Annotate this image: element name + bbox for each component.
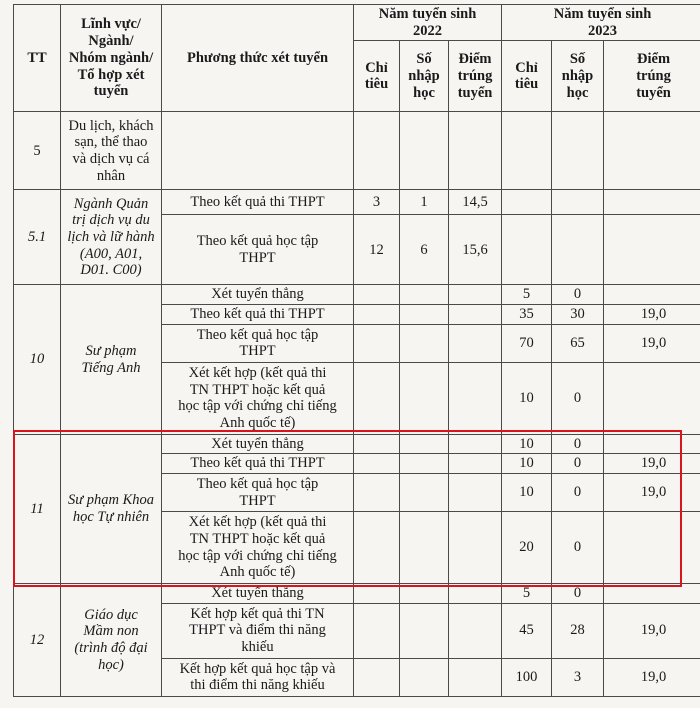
cell-score-2023: 19,0 xyxy=(604,454,700,474)
cell-quota-2022 xyxy=(354,305,400,325)
row-tt: 10 xyxy=(14,285,61,434)
row-tt: 5.1 xyxy=(14,190,61,285)
cell-enrolled-2022 xyxy=(400,285,449,305)
row-field: Ngành Quản trị dịch vụ du lịch và lữ hành (A00, A01, D01. C00) xyxy=(61,190,162,285)
cell-enrolled-2023: 30 xyxy=(552,305,604,325)
row-method: Xét tuyển thẳng xyxy=(162,285,354,305)
cell-quota-2022 xyxy=(354,324,400,362)
cell-enrolled-2022: 6 xyxy=(400,215,449,285)
header-score-2023: Điểm trúng tuyển xyxy=(604,41,700,112)
cell-enrolled-2023 xyxy=(552,215,604,285)
cell-enrolled-2022 xyxy=(400,512,449,584)
cell-enrolled-2022 xyxy=(400,584,449,604)
cell-quota-2022 xyxy=(354,584,400,604)
header-method: Phương thức xét tuyển xyxy=(162,5,354,112)
row-method: Xét tuyển thẳng xyxy=(162,584,354,604)
header-quota-2023: Chỉ tiêu xyxy=(502,41,552,112)
cell-score-2023 xyxy=(604,285,700,305)
header-enrolled-2023: Số nhập học xyxy=(552,41,604,112)
row-method: Xét kết hợp (kết quả thi TN THPT hoặc kết quả học tập với chứng chỉ tiếng Anh quốc tế) xyxy=(162,512,354,584)
cell-quota-2022: 12 xyxy=(354,215,400,285)
row-field: Sư phạm Khoa học Tự nhiên xyxy=(61,434,162,583)
cell-enrolled-2023: 0 xyxy=(552,454,604,474)
cell-quota-2023 xyxy=(502,112,552,190)
cell-enrolled-2023 xyxy=(552,112,604,190)
cell-quota-2023: 20 xyxy=(502,512,552,584)
cell-quota-2022 xyxy=(354,285,400,305)
cell-quota-2023: 70 xyxy=(502,324,552,362)
cell-quota-2023: 5 xyxy=(502,584,552,604)
cell-enrolled-2022: 1 xyxy=(400,190,449,215)
cell-enrolled-2023 xyxy=(552,190,604,215)
row-method: Theo kết quả học tập THPT xyxy=(162,474,354,512)
row-method: Theo kết quả thi THPT xyxy=(162,190,354,215)
cell-enrolled-2023: 65 xyxy=(552,324,604,362)
cell-score-2023: 19,0 xyxy=(604,474,700,512)
admission-table xyxy=(13,4,700,697)
cell-quota-2022: 3 xyxy=(354,190,400,215)
header-field: Lĩnh vực/ Ngành/ Nhóm ngành/ Tổ hợp xét tuyển xyxy=(61,5,162,112)
cell-score-2022 xyxy=(449,658,502,696)
cell-quota-2022 xyxy=(354,512,400,584)
cell-enrolled-2023: 0 xyxy=(552,285,604,305)
header-year-2023: Năm tuyển sinh 2023 xyxy=(502,5,700,41)
header-score-2022: Điểm trúng tuyển xyxy=(449,41,502,112)
cell-quota-2022 xyxy=(354,474,400,512)
cell-score-2022 xyxy=(449,112,502,190)
cell-enrolled-2022 xyxy=(400,324,449,362)
cell-score-2022 xyxy=(449,603,502,658)
row-method: Theo kết quả thi THPT xyxy=(162,305,354,325)
row-method: Kết hợp kết quả học tập và thi điểm thi năng khiếu xyxy=(162,658,354,696)
cell-score-2023 xyxy=(604,112,700,190)
cell-enrolled-2022 xyxy=(400,658,449,696)
cell-score-2023 xyxy=(604,362,700,434)
cell-enrolled-2022 xyxy=(400,112,449,190)
table-row xyxy=(14,584,700,604)
cell-enrolled-2022 xyxy=(400,362,449,434)
table-row xyxy=(14,434,700,454)
cell-score-2023 xyxy=(604,190,700,215)
row-method xyxy=(162,112,354,190)
row-tt: 5 xyxy=(14,112,61,190)
cell-score-2022 xyxy=(449,474,502,512)
cell-score-2023: 19,0 xyxy=(604,324,700,362)
cell-enrolled-2023: 0 xyxy=(552,362,604,434)
cell-enrolled-2023: 0 xyxy=(552,474,604,512)
row-method: Kết hợp kết quả thi TN THPT và điểm thi năng khiếu xyxy=(162,603,354,658)
row-field: Du lịch, khách sạn, thể thao và dịch vụ cá nhân xyxy=(61,112,162,190)
row-method: Theo kết quả thi THPT xyxy=(162,454,354,474)
cell-quota-2022 xyxy=(354,454,400,474)
row-field: Giáo dục Mầm non (trình độ đại học) xyxy=(61,584,162,697)
cell-quota-2022 xyxy=(354,603,400,658)
row-method: Xét kết hợp (kết quả thi TN THPT hoặc kết quả học tập với chứng chỉ tiếng Anh quốc tế) xyxy=(162,362,354,434)
table-row xyxy=(14,112,700,190)
header-tt: TT xyxy=(14,5,61,112)
cell-score-2022 xyxy=(449,434,502,454)
cell-score-2022: 15,6 xyxy=(449,215,502,285)
cell-quota-2022 xyxy=(354,434,400,454)
header-quota-2022: Chỉ tiêu xyxy=(354,41,400,112)
cell-quota-2023 xyxy=(502,190,552,215)
cell-enrolled-2023: 0 xyxy=(552,434,604,454)
cell-score-2022 xyxy=(449,362,502,434)
cell-enrolled-2023: 3 xyxy=(552,658,604,696)
row-method: Theo kết quả học tập THPT xyxy=(162,215,354,285)
header-enrolled-2022: Số nhập học xyxy=(400,41,449,112)
cell-score-2023: 19,0 xyxy=(604,305,700,325)
cell-score-2022 xyxy=(449,454,502,474)
table-row xyxy=(14,285,700,305)
cell-score-2022 xyxy=(449,512,502,584)
cell-score-2023 xyxy=(604,215,700,285)
cell-enrolled-2022 xyxy=(400,454,449,474)
cell-quota-2023: 10 xyxy=(502,434,552,454)
cell-quota-2023: 45 xyxy=(502,603,552,658)
row-field: Sư phạm Tiếng Anh xyxy=(61,285,162,434)
row-method: Theo kết quả học tập THPT xyxy=(162,324,354,362)
cell-enrolled-2022 xyxy=(400,305,449,325)
cell-score-2023 xyxy=(604,512,700,584)
cell-score-2022 xyxy=(449,305,502,325)
cell-quota-2023: 5 xyxy=(502,285,552,305)
row-tt: 12 xyxy=(14,584,61,697)
header-year-2022: Năm tuyển sinh 2022 xyxy=(354,5,502,41)
row-tt: 11 xyxy=(14,434,61,583)
cell-enrolled-2023: 0 xyxy=(552,584,604,604)
cell-score-2022: 14,5 xyxy=(449,190,502,215)
cell-quota-2023: 10 xyxy=(502,362,552,434)
row-method: Xét tuyển thẳng xyxy=(162,434,354,454)
cell-enrolled-2022 xyxy=(400,474,449,512)
cell-enrolled-2022 xyxy=(400,603,449,658)
cell-quota-2022 xyxy=(354,362,400,434)
cell-enrolled-2023: 28 xyxy=(552,603,604,658)
cell-score-2023: 19,0 xyxy=(604,603,700,658)
cell-score-2022 xyxy=(449,584,502,604)
cell-quota-2023: 100 xyxy=(502,658,552,696)
cell-quota-2023 xyxy=(502,215,552,285)
cell-quota-2023: 10 xyxy=(502,474,552,512)
cell-score-2023: 19,0 xyxy=(604,658,700,696)
cell-quota-2023: 10 xyxy=(502,454,552,474)
table-row xyxy=(14,190,700,215)
cell-score-2022 xyxy=(449,285,502,305)
cell-score-2023 xyxy=(604,434,700,454)
cell-quota-2022 xyxy=(354,112,400,190)
cell-enrolled-2023: 0 xyxy=(552,512,604,584)
cell-quota-2023: 35 xyxy=(502,305,552,325)
cell-quota-2022 xyxy=(354,658,400,696)
cell-score-2022 xyxy=(449,324,502,362)
cell-enrolled-2022 xyxy=(400,434,449,454)
cell-score-2023 xyxy=(604,584,700,604)
